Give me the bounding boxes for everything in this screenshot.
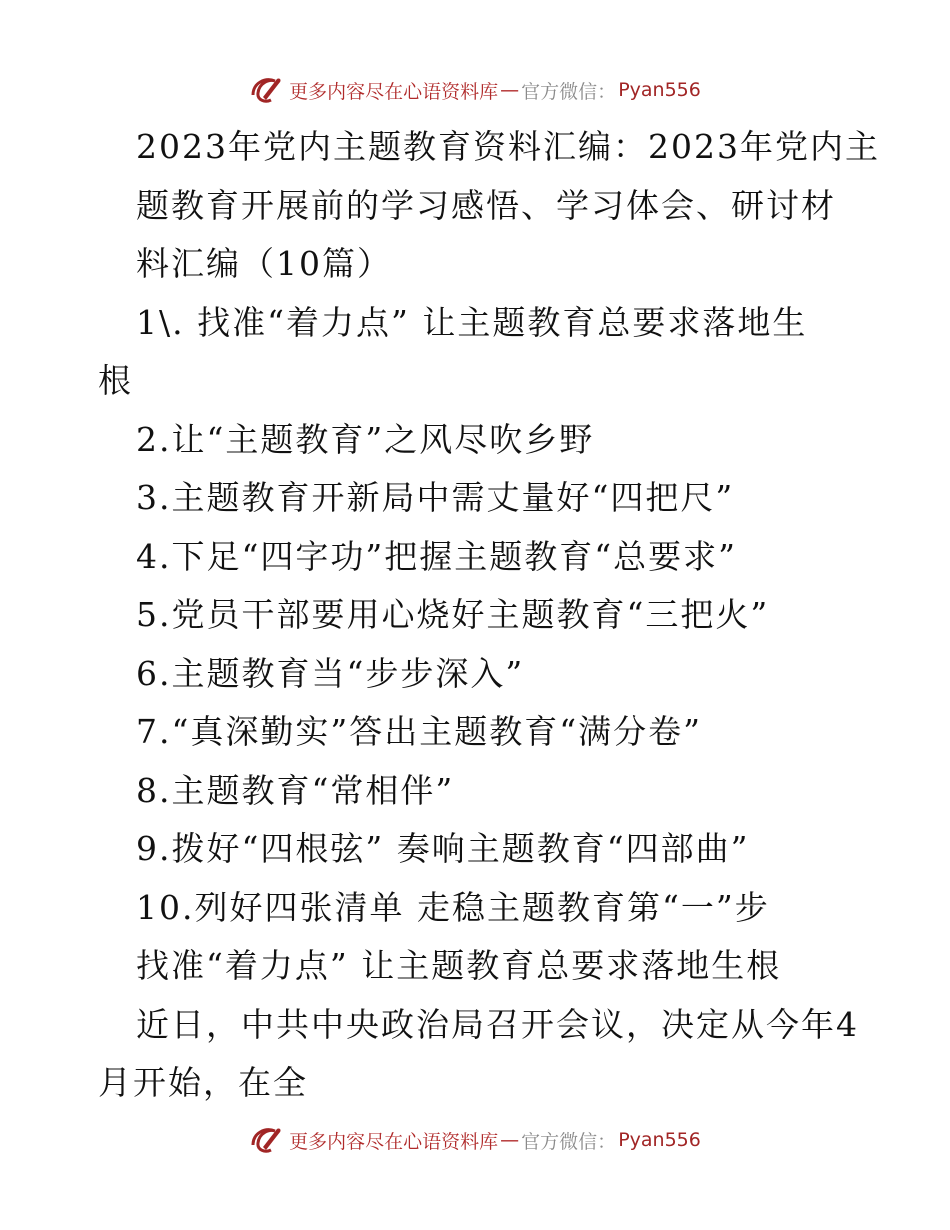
- title-line-2: 题教育开展前的学习感悟、学习体会、研讨材: [136, 185, 836, 225]
- toc-item-3: 3.主题教育开新局中需丈量好“四把尺”: [136, 478, 735, 517]
- toc-item-8: 8.主题教育“常相伴”: [136, 770, 455, 810]
- title-line-3: 料汇编（10篇）: [136, 244, 392, 283]
- separator: —: [500, 79, 520, 101]
- section-heading: 找准“着力点” 让主题教育总要求落地生根: [136, 946, 782, 985]
- title-line-1: 2023年党内主题教育资料汇编：2023年党内主: [136, 127, 880, 166]
- library-text: 更多内容尽在心语资料库: [289, 1130, 499, 1153]
- fountain-pen-swirl-icon: [249, 73, 283, 107]
- toc-item-1-cont: 根: [98, 361, 133, 400]
- wechat-id: Pyan556: [618, 1129, 701, 1151]
- toc-item-4: 4.下足“四字功”把握主题教育“总要求”: [136, 536, 737, 576]
- separator: —: [500, 1129, 520, 1151]
- toc-item-10: 10.列好四张清单 走稳主题教育第“一”步: [136, 887, 770, 927]
- toc-item-7: 7.“真深勤实”答出主题教育“满分卷”: [136, 712, 702, 751]
- toc-item-9: 9.拨好“四根弦” 奏响主题教育“四部曲”: [136, 829, 750, 868]
- toc-item-6: 6.主题教育当“步步深入”: [136, 653, 525, 693]
- toc-item-1: 1\. 找准“着力点” 让主题教育总要求落地生: [136, 302, 808, 342]
- toc-item-5: 5.党员干部要用心烧好主题教育“三把火”: [136, 595, 770, 634]
- document-body: [98, 118, 880, 1113]
- official-label: 官方微信：: [521, 80, 617, 103]
- toc-item-2: 2.让“主题教育”之风尽吹乡野: [136, 419, 595, 459]
- library-text: 更多内容尽在心语资料库: [289, 80, 499, 103]
- footer-watermark: [0, 1120, 950, 1160]
- official-label: 官方微信：: [521, 1130, 617, 1153]
- body-paragraph: 近日，中共中央政治局召开会议，决定从今年4: [136, 1004, 859, 1044]
- header-watermark: [0, 70, 950, 110]
- body-paragraph-cont: 月开始，在全: [98, 1063, 308, 1102]
- fountain-pen-swirl-icon: [249, 1123, 283, 1157]
- wechat-id: Pyan556: [618, 79, 701, 101]
